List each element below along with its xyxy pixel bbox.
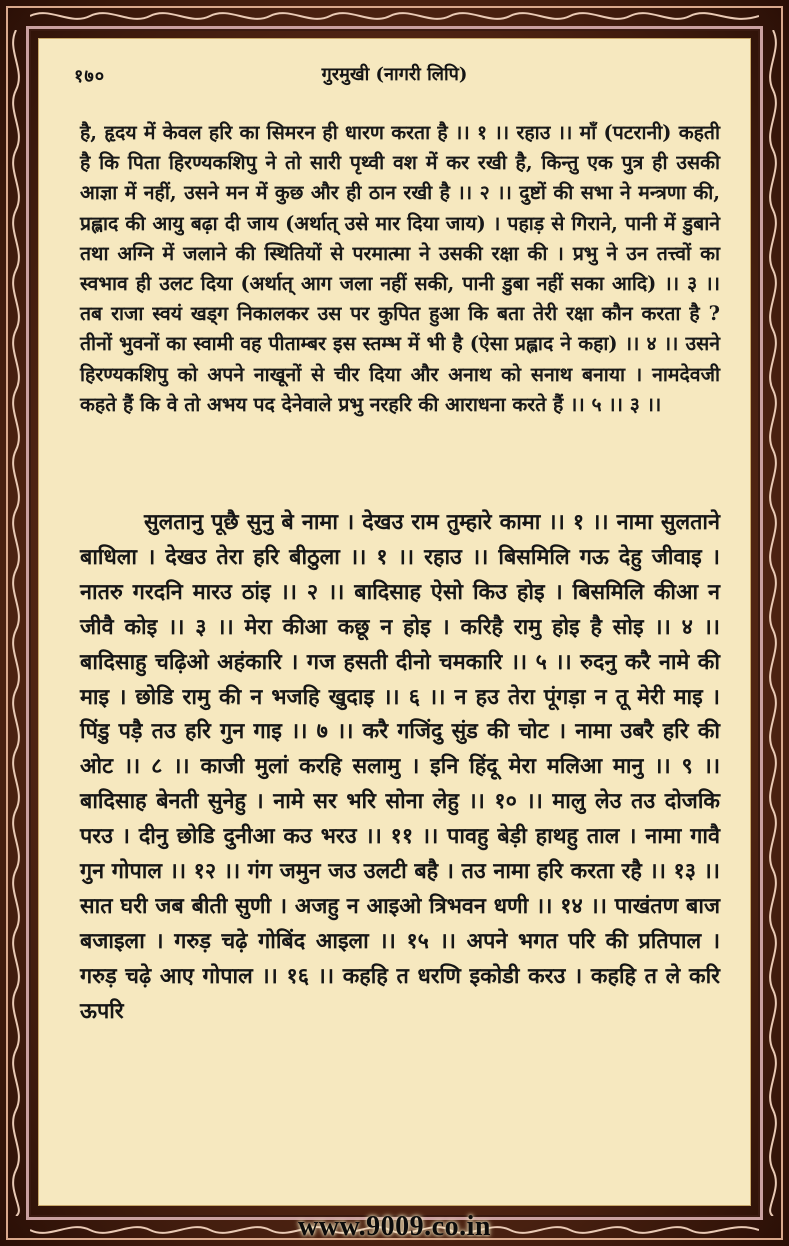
site-url-watermark: www.9009.co.in: [298, 1211, 491, 1242]
verse-paragraph: सुलतानु पूछै सुनु बे नामा । देखउ राम तुम्हारे कामा ।। १ ।। नामा सुलताने बाधिला । देखउ तेरा हरि बीठुला ।। १ ।। रहाउ ।। बिसमिलि गऊ देहु जीवाइ । नातरु गरदनि मारउ ठांइ ।। २ ।। बादिसाह ऐसो किउ होइ । बिसमिलि कीआ न जीवै कोइ ।। ३ ।। मेरा कीआ कछू न होइ । करिहै रामु होइ है सोइ ।। ४ ।। बादिसाहु चढ़िओ अहंकारि । गज हसती दीनो चमकारि ।। ५ ।। रुदनु करै नामे की माइ । छोडि रामु की न भजहि खुदाइ ।। ६ ।। न हउ तेरा पूंगड़ा न तू मेरी माइ । पिंडु पड़ै तउ हरि गुन गाइ ।। ७ ।। करै गजिंदु सुंड की चोट । नामा उबरै हरि की ओट ।। ८ ।। काजी मुलां करहि सलामु । इनि हिंदू मेरा मलिआ मानु ।। ९ ।। बादिसाह बेनती सुनेहु । नामे सर भरि सोना लेहु ।। १० ।। मालु लेउ तउ दोजकि परउ । दीनु छोडि दुनीआ कउ भरउ ।। ११ ।। पावहु बेड़ी हाथहु ताल । नामा गावै गुन गोपाल ।। १२ ।। गंग जमुन जउ उलटी बहै । तउ नामा हरि करता रहै ।। १३ ।। सात घरी जब बीती सुणी । अजहु न आइओ त्रिभवन धणी ।। १४ ।। पाखंतण बाज बजाइला । गरुड़ चढ़े गोबिंद आइला ।। १५ ।। अपने भगत परि की प्रतिपाल । गरुड़ चढ़े आए गोपाल ।। १६ ।। कहहि त धरणि इकोडी करउ । कहहि त ले करि ऊपरि: [80, 510, 720, 1024]
page-number: १७०: [74, 66, 106, 87]
book-page: [38, 38, 751, 1206]
page-header: [38, 60, 751, 90]
vine-ornament-top: [30, 6, 759, 26]
commentary-paragraph: है, हृदय में केवल हरि का सिमरन ही धारण करता है ।। १ ।। रहाउ ।। माँ (पटरानी) कहती है कि पिता हिरण्यकशिपु ने तो सारी पृथ्वी वश में कर रखी है, किन्तु एक पुत्र ही उसकी आज्ञा में नहीं, उसने मन में कुछ और ही ठान रखी है ।। २ ।। दुष्टों की सभा ने मन्त्रणा की, प्रह्लाद की आयु बढ़ा दी जाय (अर्थात् उसे मार दिया जाय) । पहाड़ से गिराने, पानी में डुबाने तथा अग्नि में जलाने की स्थितियों से परमात्मा ने उसकी रक्षा की । प्रभु ने उन तत्त्वों का स्वभाव ही उलट दिया (अर्थात् आग जला नहीं सकी, पानी डुबा नहीं सका आदि) ।। ३ ।। तब राजा स्वयं खड्ग निकालकर उस पर कुपित हुआ कि बता तेरी रक्षा कौन करता है ? तीनों भुवनों का स्वामी वह पीताम्बर इस स्तम्भ में भी है (ऐसा प्रह्लाद ने कहा) ।। ४ ।। उसने हिरण्यकशिपु को अपने नाखूनों से चीर दिया और अनाथ को सनाथ बनाया । नामदेवजी कहते हैं कि वे तो अभय पद देनेवाले प्रभु नरहरि की आराधना करते हैं ।। ५ ।। ३ ।।: [80, 121, 720, 416]
vine-ornament-left: [6, 30, 26, 1216]
running-title: गुरमुखी (नागरी लिपि): [321, 64, 468, 85]
vine-ornament-right: [763, 30, 783, 1216]
